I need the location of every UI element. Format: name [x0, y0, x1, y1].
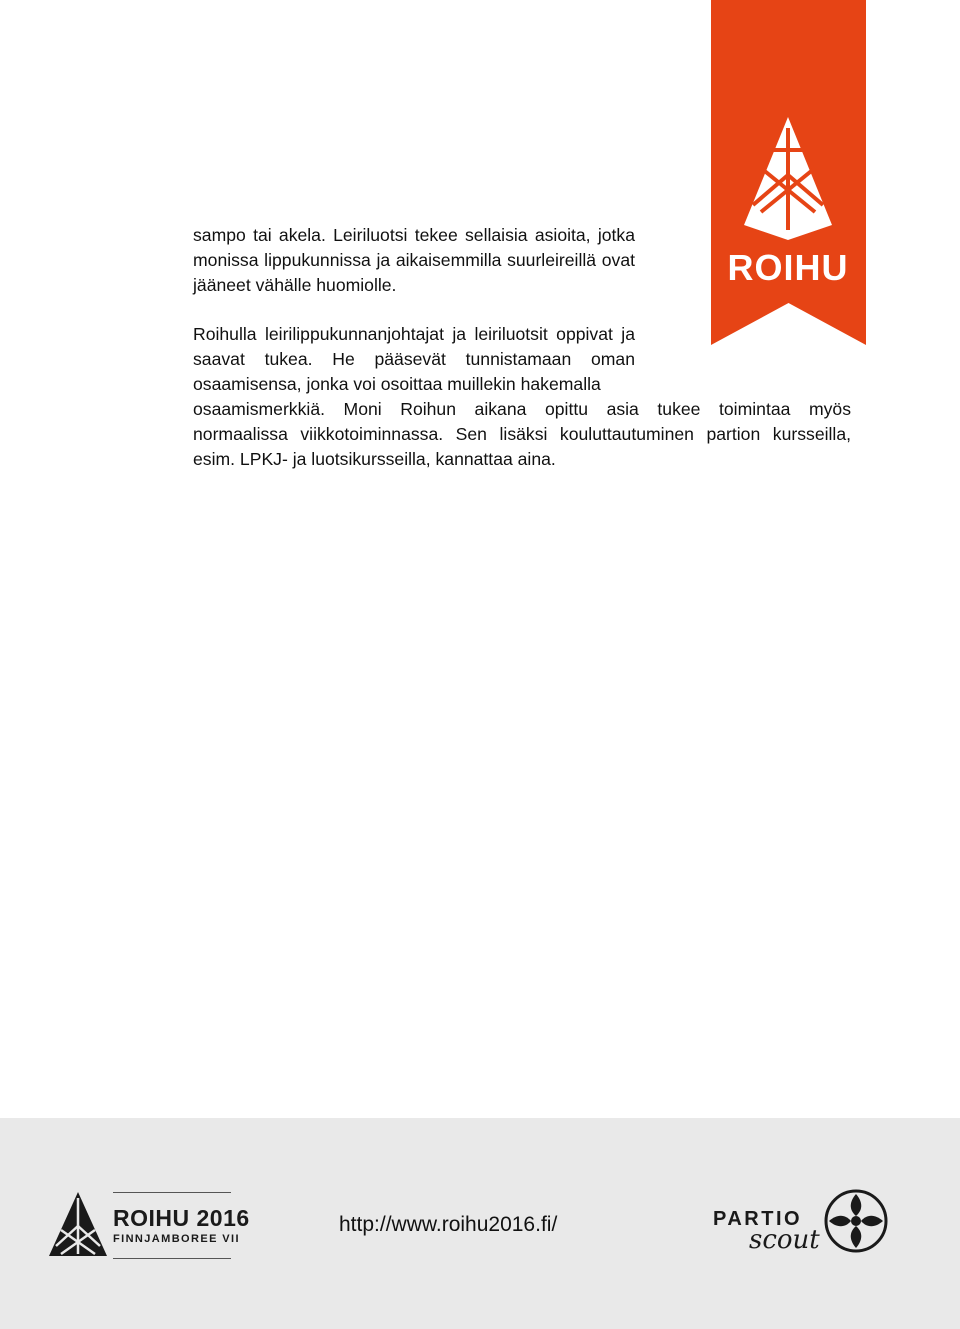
paragraph-3	[193, 397, 851, 472]
logo-top-rule	[113, 1192, 231, 1193]
logo-title: ROIHU 2016	[113, 1205, 250, 1231]
partio-scout-logo	[711, 1188, 891, 1258]
paragraph-3-line-1: osaamismerkkiä. Moni Roihun aikana opittu asia tukee toimintaa myös	[193, 399, 851, 419]
paragraph-3-line-3: esim. LPKJ- ja luotsikursseilla, kannattaa aina.	[193, 449, 556, 469]
page-footer	[0, 1118, 960, 1329]
scout-word: scout	[749, 1225, 820, 1255]
scout-lily-cross-icon	[823, 1188, 889, 1254]
roihu-banner-graphic	[711, 0, 866, 345]
logo-subtitle: FINNJAMBOREE VII	[113, 1233, 240, 1245]
paragraph-3-line-2: normaalissa viikkotoiminnassa. Sen lisäksi kouluttautuminen partion kursseilla,	[193, 424, 851, 444]
paragraph-2: Roihulla leirilippukunnanjohtajat ja leiriluotsit oppivat ja saavat tukea. He pääsevät tunnistamaan oman osaamisensa, jonka voi osoittaa muillekin hakemalla	[193, 324, 635, 394]
logo-bottom-rule	[113, 1258, 231, 1259]
website-link[interactable]: http://www.roihu2016.fi/	[339, 1213, 558, 1236]
banner-brand-text: ROIHU	[727, 247, 849, 288]
partio-word: PARTIO	[713, 1208, 803, 1230]
roihu-banner	[711, 0, 866, 345]
roihu-triangle-icon	[47, 1190, 109, 1262]
roihu-2016-logo	[47, 1190, 250, 1262]
paragraph-1: sampo tai akela. Leiriluotsi tekee sellaisia asioita, jotka monissa lippukunnissa ja aikaisemmilla suurleireillä ovat jääneet vähälle huomiolle.	[193, 225, 635, 295]
